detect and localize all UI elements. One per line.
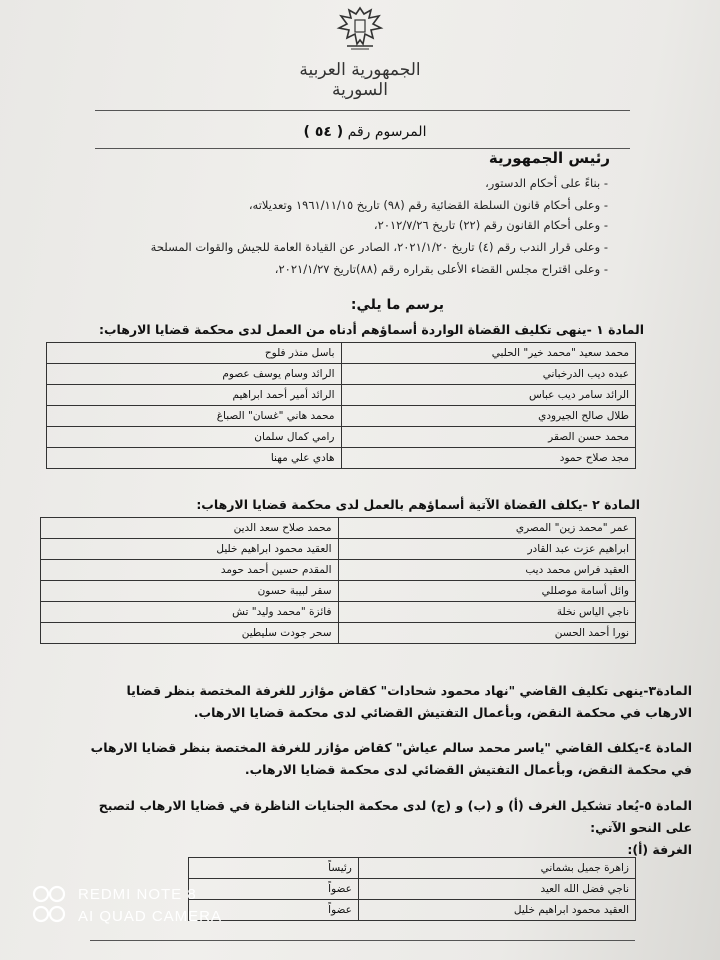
table-cell: نورا أحمد الحسن bbox=[338, 623, 636, 644]
watermark-model: REDMI NOTE 8 bbox=[78, 886, 197, 903]
table-cell: العقيد محمود ابراهيم خليل bbox=[41, 539, 339, 560]
table-cell: سحر جودت سليطين bbox=[41, 623, 339, 644]
footer-divider bbox=[90, 940, 635, 941]
table-cell: العقيد محمود ابراهيم خليل bbox=[358, 900, 635, 921]
article-3 bbox=[22, 680, 692, 724]
table-cell: عضواً bbox=[189, 900, 359, 921]
table-row bbox=[41, 539, 636, 560]
table-row bbox=[189, 879, 636, 900]
basis-line: - بناءً على أحكام الدستور، bbox=[485, 176, 608, 190]
decrees-heading: يرسم ما يلي: bbox=[350, 297, 444, 313]
table-cell: زاهرة جميل بشماني bbox=[358, 858, 635, 879]
basis-line: - وعلى اقتراح مجلس القضاء الأعلى بقراره رقم (٨٨)تاريخ ٢٠٢١/١/٢٧، bbox=[274, 262, 608, 276]
room-a-table bbox=[188, 857, 636, 921]
table-cell: رئيساً bbox=[189, 858, 359, 879]
table-cell: محمد سعيد "محمد خير" الحلبي bbox=[341, 343, 636, 364]
article-2-table bbox=[40, 517, 636, 644]
article-1-heading: المادة ١ -ينهى تكليف القضاة الواردة أسماؤهم أدناه من العمل لدى محكمة قضايا الارهاب: bbox=[98, 322, 644, 337]
table-row bbox=[47, 448, 636, 469]
table-row bbox=[41, 560, 636, 581]
article-1-table bbox=[46, 342, 636, 469]
article-2-heading: المادة ٢ -يكلف القضاة الآتية أسماؤهم بالعمل لدى محكمة قضايا الارهاب: bbox=[196, 497, 640, 512]
basis-line: - وعلى أحكام قانون السلطة القضائية رقم (٩٨) تاريخ ١٩٦١/١١/١٥ وتعديلاته، bbox=[248, 198, 608, 212]
room-label: الغرفة (أ): bbox=[627, 842, 692, 857]
table-cell: المقدم حسين أحمد حومد bbox=[41, 560, 339, 581]
table-cell: فائزة "محمد وليد" تش bbox=[41, 602, 339, 623]
decree-title bbox=[270, 124, 460, 140]
table-cell: ابراهيم عزت عبد القادر bbox=[338, 539, 636, 560]
table-cell: الرائد سامر ديب عباس bbox=[341, 385, 636, 406]
table-cell: محمد حسن الصقر bbox=[341, 427, 636, 448]
basis-line: - وعلى أحكام القانون رقم (٢٢) تاريخ ٢٠١٢/٧/٢٦، bbox=[373, 218, 608, 232]
table-cell: الرائد وسام يوسف عصوم bbox=[47, 364, 342, 385]
table-row bbox=[47, 427, 636, 448]
article-4 bbox=[12, 737, 692, 781]
table-cell: الرائد أمير أحمد ابراهيم bbox=[47, 385, 342, 406]
table-row bbox=[47, 343, 636, 364]
decree-label: المرسوم رقم bbox=[347, 124, 427, 140]
article-4-line: المادة ٤-يكلف القاضي "ياسر محمد سالم عياش" كقاض مؤازر للغرفة المختصة بنظر قضايا الارهاب bbox=[90, 740, 692, 755]
article-3-line: المادة٣-ينهى تكليف القاضي "نهاد محمود شحادات" كقاض مؤازر للغرفة المختصة بنظر قضايا bbox=[126, 683, 692, 698]
basis-line: - وعلى قرار الندب رقم (٤) تاريخ ٢٠٢١/١/٢٠، الصادر عن القيادة العامة للجيش والقوات المسلحة bbox=[150, 240, 608, 254]
table-cell: سقر لبيبة حسون bbox=[41, 581, 339, 602]
decree-number: ( ٥٤ ) bbox=[303, 124, 344, 140]
table-cell: وائل أسامة موصللي bbox=[338, 581, 636, 602]
table-row bbox=[41, 602, 636, 623]
article-5-line: المادة ٥-يُعاد تشكيل الغرف (أ) و (ب) و (ج) لدى محكمة الجنايات الناظرة في قضايا الارهاب لتصبح bbox=[98, 798, 692, 813]
table-row bbox=[47, 406, 636, 427]
table-cell: عضواً bbox=[189, 879, 359, 900]
table-cell: مجد صلاح حمود bbox=[341, 448, 636, 469]
table-cell: طلال صالح الجيرودي bbox=[341, 406, 636, 427]
table-cell: ناجي الياس نخلة bbox=[338, 602, 636, 623]
table-cell: محمد هاني "غسان" الصباغ bbox=[47, 406, 342, 427]
watermark-camera: AI QUAD CAMERA bbox=[78, 908, 223, 925]
header-divider bbox=[95, 110, 630, 111]
article-5-line: على النحو الآتي: bbox=[590, 820, 692, 835]
country-name: الجمهورية العربية السورية bbox=[299, 60, 421, 100]
article-3-line: الارهاب في محكمة النقض، وبأعمال التفتيش القضائي لدى محكمة قضايا الارهاب. bbox=[193, 705, 692, 720]
president-title: رئيس الجمهورية bbox=[488, 149, 610, 167]
table-row bbox=[47, 364, 636, 385]
table-row bbox=[189, 900, 636, 921]
syrian-eagle-emblem bbox=[335, 4, 385, 52]
table-cell: محمد صلاح سعد الدين bbox=[41, 518, 339, 539]
camera-circles-icon bbox=[32, 884, 66, 924]
table-row bbox=[41, 623, 636, 644]
table-row bbox=[47, 385, 636, 406]
article-5 bbox=[12, 795, 692, 861]
article-4-line: في محكمة النقض، وبأعمال التفتيش القضائي لدى محكمة قضايا الارهاب. bbox=[244, 762, 692, 777]
table-cell: باسل منذر فلوح bbox=[47, 343, 342, 364]
table-cell: ناجي فضل الله العيد bbox=[358, 879, 635, 900]
table-cell: عمر "محمد زين" المصري bbox=[338, 518, 636, 539]
table-cell: عبده ديب الدرخباني bbox=[341, 364, 636, 385]
table-row bbox=[41, 518, 636, 539]
table-row bbox=[41, 581, 636, 602]
table-cell: هادي علي مهنا bbox=[47, 448, 342, 469]
table-row bbox=[189, 858, 636, 879]
table-cell: العقيد فراس محمد ديب bbox=[338, 560, 636, 581]
table-cell: رامي كمال سلمان bbox=[47, 427, 342, 448]
